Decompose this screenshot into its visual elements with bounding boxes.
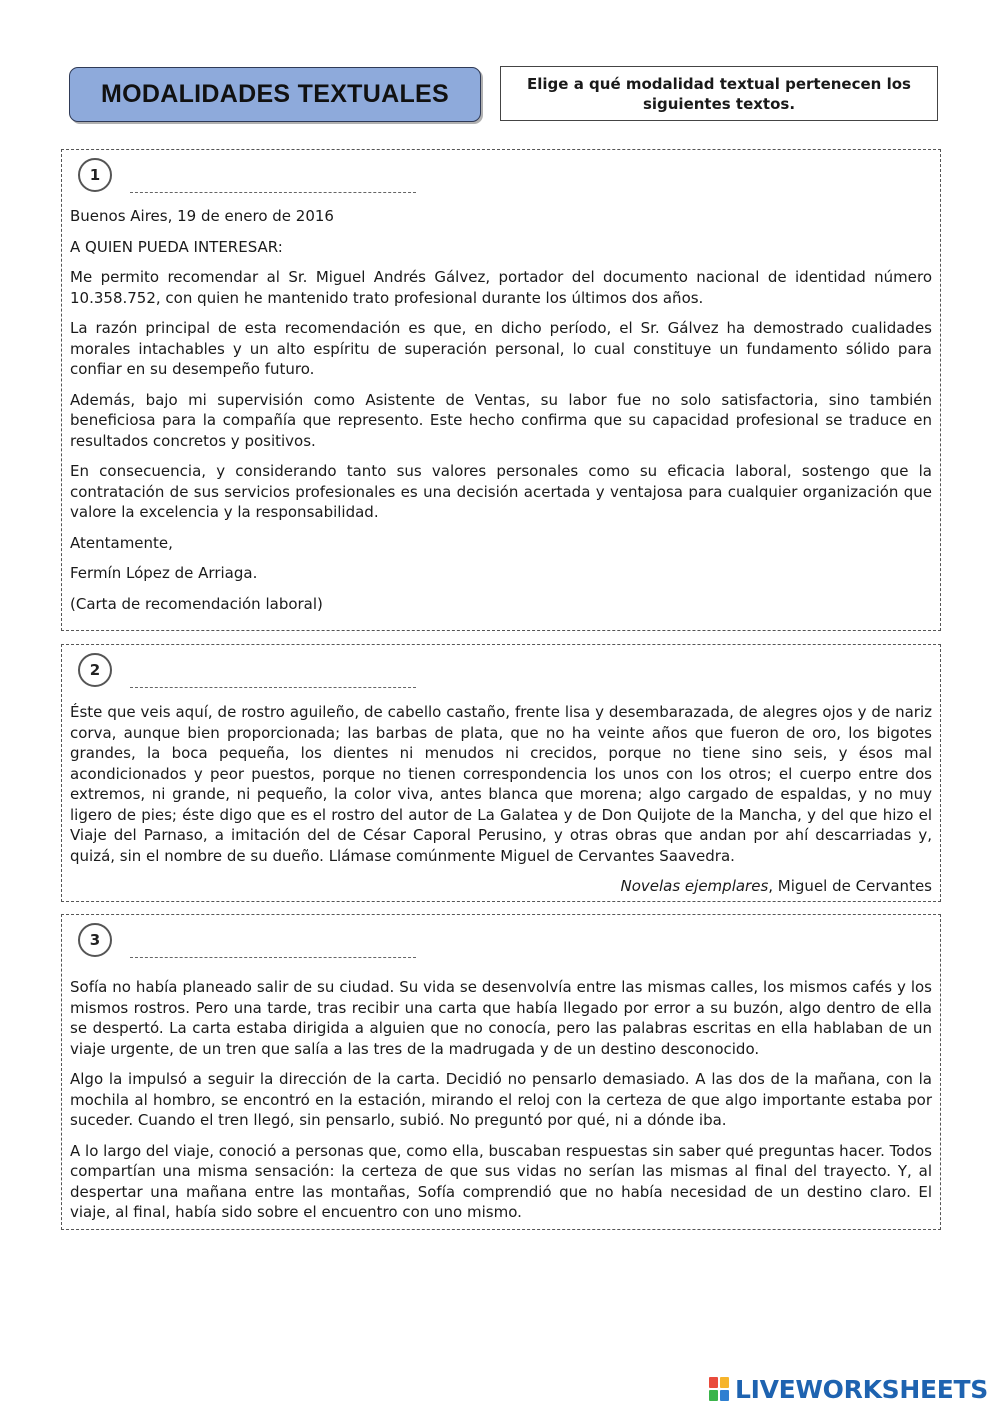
answer-field-1[interactable] bbox=[130, 166, 420, 194]
logo-text: LIVEWORKSHEETS bbox=[734, 1374, 988, 1404]
letter-date: Buenos Aires, 19 de enero de 2016 bbox=[70, 207, 334, 225]
answer-line bbox=[130, 192, 416, 193]
letter-signature: Fermín López de Arriaga. bbox=[70, 564, 258, 582]
answer-field-3[interactable] bbox=[130, 931, 420, 959]
letter-type-note: (Carta de recomendación laboral) bbox=[70, 594, 323, 613]
answer-line bbox=[130, 957, 416, 958]
instructions: Elige a qué modalidad textual pertenecen los siguientes textos. bbox=[500, 66, 938, 121]
answer-field-2[interactable] bbox=[130, 661, 420, 689]
answer-line bbox=[130, 687, 416, 688]
text-section-1 bbox=[61, 149, 941, 631]
paragraph: Además, bajo mi supervisión como Asistente de Ventas, su labor fue no solo satisfactoria, sino también beneficiosa para la compañía que represento. Este hecho confirma que su capacidad profesional se traduce en resultados concretos y positivos. bbox=[70, 390, 932, 450]
paragraph: A lo largo del viaje, conoció a personas que, como ella, buscaban respuestas sin saber qué preguntas hacer. Todos compartían una misma sensación: la certeza de que sus vidas no serían las mismas al final del trayecto. Y, al despertar una mañana entre las montañas, Sofía comprendió que no había necesidad de un destino claro. El viaje, al final, había sido sobre el encuentro con uno mismo. bbox=[70, 1141, 932, 1221]
worksheet-title: MODALIDADES TEXTUALES bbox=[69, 67, 481, 122]
section-number-badge: 2 bbox=[78, 653, 112, 687]
liveworksheets-logo bbox=[709, 1374, 988, 1404]
section-number-badge: 1 bbox=[78, 158, 112, 192]
text-section-2 bbox=[61, 644, 941, 902]
letter-greeting: A QUIEN PUEDA INTERESAR: bbox=[70, 237, 283, 256]
letter-closing: Atentamente, bbox=[70, 533, 173, 552]
paragraph: Éste que veis aquí, de rostro aguileño, de cabello castaño, frente lisa y desembarazada, de alegres ojos y de nariz corva, aunque bien proporcionada; las barbas de plata, que no ha veinte años que fueron de oro, los bigotes grandes, la boca pequeña, los dientes ni menudos ni crecidos, porque no tiene sino seis, y ésos mal acondicionados y peor puestos, porque no tienen correspondencia los unos con los otros; el cuerpo entre dos extremos, ni grande, ni pequeño, la color viva, antes blanca que morena; algo cargado de espaldas, y no muy ligero de pies; éste digo que es el rostro del autor de La Galatea y de Don Quijote de la Mancha, y del que hizo el Viaje del Parnaso, a imitación del de César Caporal Perusino, y otras obras que andan por ahí descarriadas y, quizá, sin el nombre de su dueño. Llámase comúnmente Miguel de Cervantes Saavedra. bbox=[70, 703, 932, 865]
source-title: Novelas ejemplares bbox=[620, 877, 769, 895]
paragraph: Sofía no había planeado salir de su ciudad. Su vida se desenvolvía entre las mismas calles, los mismos cafés y los mismos rostros. Pero una tarde, tras recibir una carta que había llegado por error a su buzón, algo dentro de ella se despertó. La carta estaba dirigida a alguien que no conocía, pero las palabras escritas en ella hablaban de un viaje urgente, de un tren que salía a las tres de la madrugada y de un destino desconocido. bbox=[70, 978, 932, 1058]
paragraph: Algo la impulsó a seguir la dirección de la carta. Decidió no pensarlo demasiado. A las dos de la mañana, con la mochila al hombro, se encontró en la estación, mirando el reloj con la certeza de que algo importante estaba por suceder. Cuando el tren llegó, sin pensarlo, subió. No preguntó por qué, ni a dónde iba. bbox=[70, 1070, 932, 1129]
source-citation bbox=[70, 876, 932, 897]
logo-icon bbox=[709, 1377, 731, 1401]
paragraph: La razón principal de esta recomendación es que, en dicho período, el Sr. Gálvez ha demostrado cualidades morales intachables y un alto espíritu de superación personal, lo cual constituye un fundamento sólido para confiar en su desempeño futuro. bbox=[70, 319, 932, 378]
text-section-3 bbox=[61, 914, 941, 1230]
section-number-badge: 3 bbox=[78, 923, 112, 957]
paragraph: En consecuencia, y considerando tanto sus valores personales como su eficacia laboral, sostengo que la contratación de sus servicios profesionales es una decisión acertada y ventajosa para cualquier organización que valore la excelencia y la responsabilidad. bbox=[70, 462, 932, 521]
source-author: , Miguel de Cervantes bbox=[768, 877, 932, 895]
paragraph: Me permito recomendar al Sr. Miguel Andrés Gálvez, portador del documento nacional de identidad número 10.358.752, con quien he mantenido trato profesional durante los últimos dos años. bbox=[70, 268, 932, 307]
